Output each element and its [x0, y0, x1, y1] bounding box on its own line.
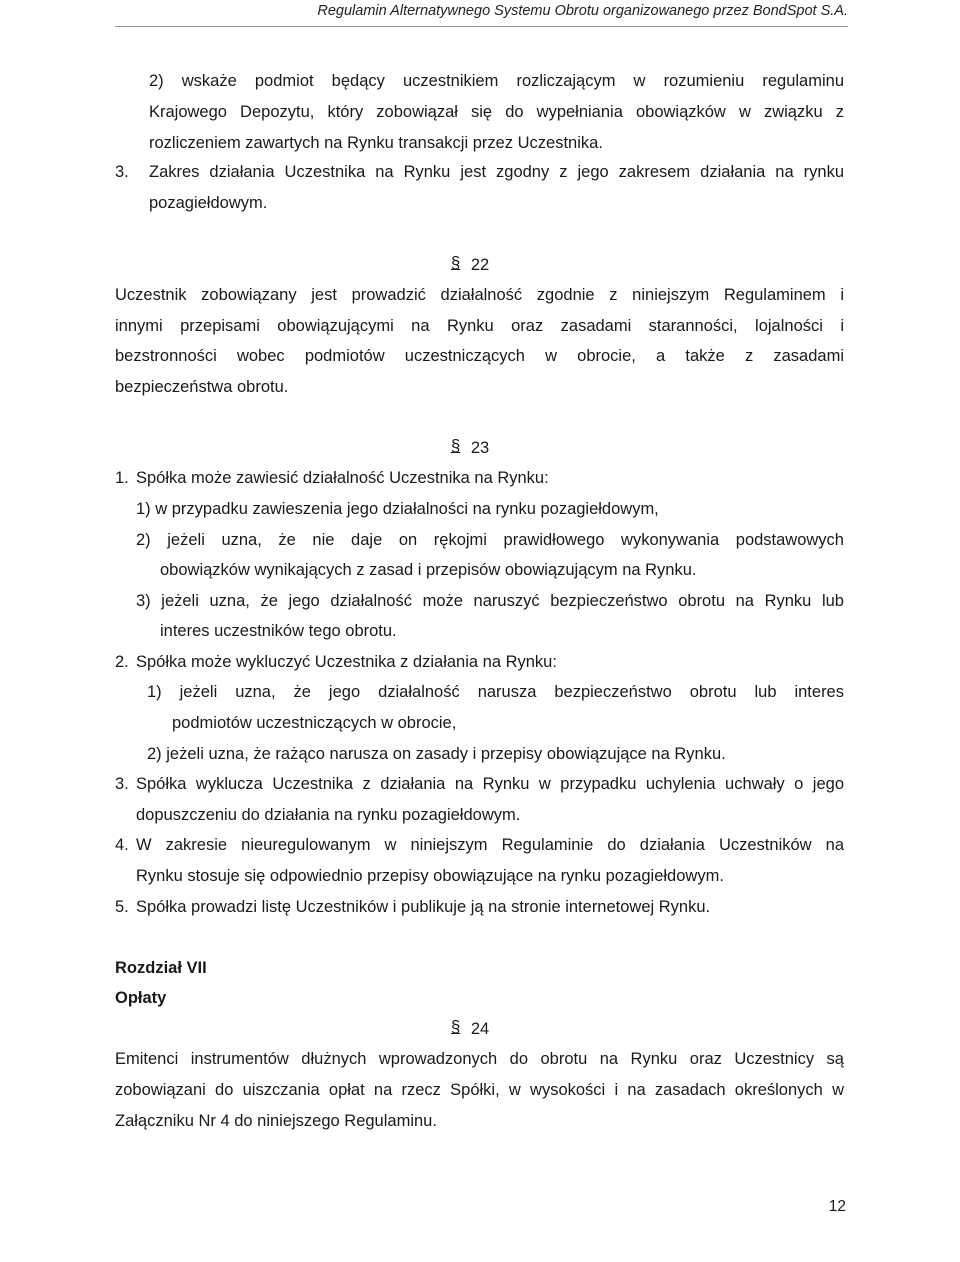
item-3-line-2: pozagiełdowym.	[149, 194, 268, 212]
s23-p1-number: 1.	[115, 469, 129, 487]
section-24-line-3: Załączniku Nr 4 do niniejszego Regulaminu.	[115, 1112, 437, 1130]
s23-p1-item-2-line-2: obowiązków wynikających z zasad i przepisów obowiązującym na Rynku.	[160, 561, 697, 579]
section-number: 23	[470, 439, 490, 457]
s23-p2-item-2: 2) jeżeli uzna, że rażąco narusza on zasady i przepisy obowiązujące na Rynku.	[147, 745, 726, 763]
s23-p1-item-1: 1) w przypadku zawieszenia jego działalności na rynku pozagiełdowym,	[136, 500, 659, 518]
s23-p1-item-3-line-2: interes uczestników tego obrotu.	[160, 622, 397, 640]
s23-p1-item-3-line-1: 3) jeżeli uzna, że jego działalność może naruszyć bezpieczeństwo obrotu na Rynku lub	[136, 592, 844, 610]
item-2-line-3: rozliczeniem zawartych na Rynku transakcji przez Uczestnika.	[149, 134, 603, 152]
item-2-line-1: 2) wskaże podmiot będący uczestnikiem rozliczającym w rozumieniu regulaminu	[149, 72, 844, 90]
s23-p3-line-1: Spółka wyklucza Uczestnika z działania na Rynku w przypadku uchylenia uchwały o jego	[136, 775, 844, 793]
page-number: 12	[828, 1198, 846, 1215]
section-22-line-4: bezpieczeństwa obrotu.	[115, 378, 289, 396]
section-24-line-2: zobowiązani do uiszczania opłat na rzecz Spółki, w wysokości i na zasadach określonych w	[115, 1081, 844, 1099]
section-sign: §	[450, 253, 461, 272]
section-22-line-2: innymi przepisami obowiązującymi na Rynku oraz zasadami staranności, lojalności i	[115, 317, 844, 335]
s23-p4-number: 4.	[115, 836, 129, 854]
s23-p2-item-1-line-2: podmiotów uczestniczących w obrocie,	[172, 714, 457, 732]
s23-p5-text: Spółka prowadzi listę Uczestników i publikuje ją na stronie internetowej Rynku.	[136, 898, 711, 916]
chapter-subtitle: Opłaty	[115, 989, 167, 1007]
s23-p1-text: Spółka może zawiesić działalność Uczestnika na Rynku:	[136, 469, 549, 487]
section-number: 22	[470, 256, 490, 274]
section-22-heading	[0, 250, 960, 280]
s23-p3-line-2: dopuszczeniu do działania na rynku pozagiełdowym.	[136, 806, 521, 824]
section-sign: §	[450, 436, 461, 455]
section-22-line-3: bezstronności wobec podmiotów uczestniczących w obrocie, a także z zasadami	[115, 347, 844, 365]
s23-p2-text: Spółka może wykluczyć Uczestnika z działania na Rynku:	[136, 653, 557, 671]
section-24-line-1: Emitenci instrumentów dłużnych wprowadzonych do obrotu na Rynku oraz Uczestnicy są	[115, 1050, 844, 1068]
s23-p4-line-2: Rynku stosuje się odpowiednio przepisy obowiązujące na rynku pozagiełdowym.	[136, 867, 724, 885]
chapter-title: Rozdział VII	[115, 959, 207, 977]
section-number: 24	[470, 1020, 490, 1038]
section-23-heading	[0, 433, 960, 463]
s23-p2-item-1-line-1: 1) jeżeli uzna, że jego działalność narusza bezpieczeństwo obrotu lub interes	[147, 683, 844, 701]
s23-p1-item-2-line-1: 2) jeżeli uzna, że nie daje on rękojmi prawidłowego wykonywania podstawowych	[136, 531, 844, 549]
section-24-heading	[0, 1014, 960, 1044]
section-sign: §	[450, 1017, 461, 1036]
s23-p2-number: 2.	[115, 653, 129, 671]
s23-p4-line-1: W zakresie nieuregulowanym w niniejszym Regulaminie do działania Uczestników na	[136, 836, 844, 854]
running-header: Regulamin Alternatywnego Systemu Obrotu organizowanego przez BondSpot S.A.	[115, 0, 848, 27]
s23-p5-number: 5.	[115, 898, 129, 916]
item-2-line-2: Krajowego Depozytu, który zobowiązał się do wypełniania obowiązków w związku z	[149, 103, 844, 121]
s23-p3-number: 3.	[115, 775, 129, 793]
item-3-number: 3.	[115, 163, 129, 181]
item-3-line-1: Zakres działania Uczestnika na Rynku jest zgodny z jego zakresem działania na rynku	[149, 163, 844, 181]
section-22-line-1: Uczestnik zobowiązany jest prowadzić działalność zgodnie z niniejszym Regulaminem i	[115, 286, 844, 304]
